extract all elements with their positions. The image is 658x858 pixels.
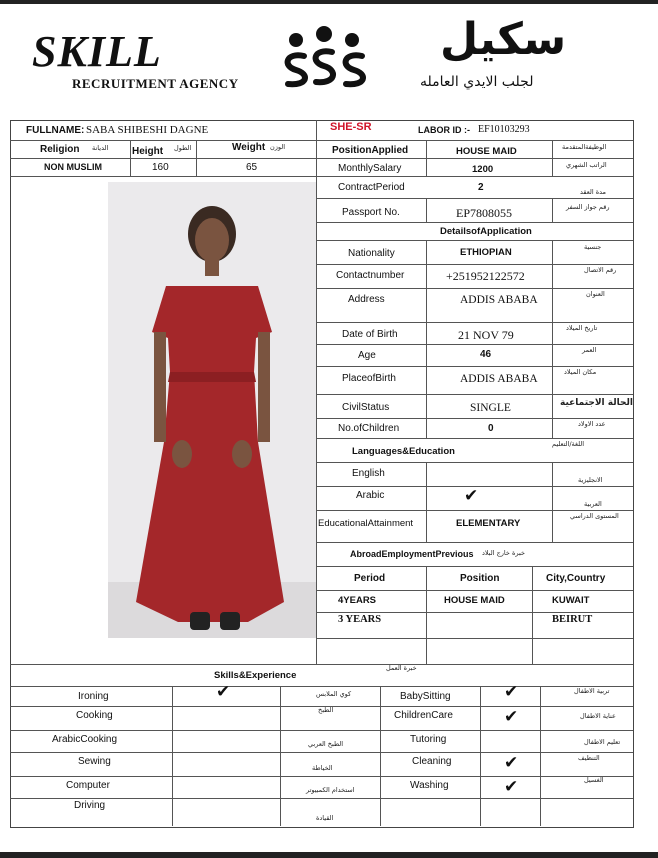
table-row: HOUSE MAID (444, 595, 505, 606)
abroad-col-position: Position (460, 573, 500, 584)
skill-driving-label: Driving (74, 800, 106, 811)
abroad-col-country: City,Country (546, 573, 606, 584)
weight-label: Weight (232, 142, 266, 153)
brand-name-en: SKILL (32, 27, 162, 76)
skill-cooking-ar: الطبخ (318, 706, 334, 714)
cleaning-check-icon: ✔ (504, 753, 519, 773)
education-value: ELEMENTARY (456, 518, 521, 529)
skill-babysitting-label: BabySitting (400, 691, 451, 702)
nationality-value: ETHIOPIAN (460, 247, 512, 258)
washing-check-icon: ✔ (504, 777, 519, 797)
weight-ar: الوزن (270, 143, 286, 151)
position-value: HOUSE MAID (456, 146, 517, 157)
english-ar: الانجليزية (578, 476, 603, 484)
children-value: 0 (488, 423, 494, 434)
passport-label: Passport No. (342, 207, 400, 218)
contract-label: ContractPeriod (338, 182, 405, 193)
birthplace-value: ADDIS ABABA (460, 373, 538, 385)
top-border (0, 0, 658, 4)
contact-value: +251952122572 (446, 269, 525, 283)
skill-tutoring-label: Tutoring (410, 734, 447, 745)
salary-ar: الراتب الشهري (566, 161, 607, 169)
skill-computer-ar: استخدام الكمبيوتر (306, 786, 355, 794)
skill-childrencare-ar: عناية الاطفال (580, 712, 616, 720)
religion-ar: الديانة (92, 144, 109, 152)
code-badge: SHE-SR (330, 121, 372, 133)
abroad-col-period: Period (354, 573, 386, 584)
skill-cleaning-ar: التنظيف (578, 754, 600, 762)
table-row: 4YEARS (338, 595, 377, 606)
weight-value: 65 (246, 162, 258, 173)
skill-washing-ar: الغسيل (584, 776, 604, 784)
table-row: 3 YEARS (338, 614, 382, 625)
brand-subtitle-en: RECRUITMENT AGENCY (72, 76, 239, 91)
arabic-ar: العربية (584, 500, 602, 508)
skill-childrencare-label: ChildrenCare (394, 710, 453, 721)
civil-status-ar: الحالة الاجتماعية (560, 398, 633, 408)
address-value: ADDIS ABABA (460, 294, 538, 306)
dob-value: 21 NOV 79 (458, 328, 514, 342)
abroad-heading-ar: خبرة خارج البلاد (482, 549, 525, 557)
age-ar: العمر (582, 346, 597, 354)
age-value: 46 (480, 349, 492, 360)
languages-heading-ar: اللغة/التعليم (552, 440, 585, 448)
babysitting-check-icon: ✔ (504, 682, 519, 702)
skill-tutoring-ar: تعليم الاطفال (584, 738, 621, 746)
position-label: PositionApplied (332, 145, 409, 156)
labor-id-label: LABOR ID :- (418, 125, 470, 135)
civil-status-label: CivilStatus (342, 402, 390, 413)
education-ar: المستوى الدراسي (570, 512, 619, 520)
skill-ironing-ar: كوي الملابس (316, 690, 352, 698)
birthplace-label: PlaceofBirth (342, 373, 396, 384)
labor-id-value: EF10103293 (478, 124, 530, 135)
nationality-label: Nationality (348, 248, 395, 259)
fullname-value: SABA SHIBESHI DAGNE (86, 124, 209, 136)
salary-value: 1200 (472, 164, 494, 175)
children-label: No.ofChildren (338, 423, 400, 434)
address-ar: العنوان (586, 290, 605, 298)
english-label: English (352, 468, 385, 479)
skill-computer-label: Computer (66, 780, 110, 791)
contract-ar: مدة العقد (580, 188, 606, 196)
address-label: Address (348, 294, 385, 305)
skill-arabic-cooking-label: ArabicCooking (52, 734, 118, 745)
height-ar: الطول (174, 144, 192, 152)
skill-arabic-cooking-ar: الطبخ العربي (308, 740, 344, 748)
dob-ar: تاريخ الميلاد (566, 324, 598, 332)
skill-washing-label: Washing (410, 780, 449, 791)
position-ar: الوظيفةالمتقدمة (562, 143, 607, 151)
skills-heading: Skills&Experience (214, 670, 297, 681)
table-row: BEIRUT (552, 614, 593, 625)
childrencare-check-icon: ✔ (504, 707, 519, 727)
skill-cleaning-label: Cleaning (412, 756, 452, 767)
height-label: Height (132, 146, 164, 157)
nationality-ar: جنسية (584, 243, 602, 251)
education-label: EducationalAttainment (318, 518, 414, 529)
contract-value: 2 (478, 182, 484, 193)
ironing-check-icon: ✔ (216, 682, 231, 702)
brand-name-ar: سكيل (440, 14, 567, 65)
brand-subtitle-ar: لجلب الايدي العامله (420, 74, 534, 90)
religion-value: NON MUSLIM (44, 162, 102, 172)
height-value: 160 (152, 162, 169, 173)
abroad-heading: AbroadEmploymentPrevious (350, 549, 474, 559)
skill-babysitting-ar: تربية الاطفال (574, 687, 610, 695)
bottom-border (0, 852, 658, 858)
passport-value: EP7808055 (456, 206, 513, 220)
dob-label: Date of Birth (342, 329, 398, 340)
fullname-label: FULLNAME: (26, 125, 85, 136)
children-ar: عدد الاولاد (578, 420, 606, 428)
skill-ironing-label: Ironing (78, 691, 109, 702)
civil-status-value: SINGLE (470, 402, 511, 414)
table-row: KUWAIT (552, 595, 590, 606)
skill-cooking-label: Cooking (76, 710, 113, 721)
contact-label: Contactnumber (336, 270, 405, 281)
age-label: Age (358, 350, 376, 361)
details-heading: DetailsofApplication (440, 226, 532, 237)
birthplace-ar: مكان الميلاد (564, 368, 597, 376)
people-group-logo-icon (276, 26, 372, 92)
religion-label: Religion (40, 144, 80, 155)
skill-sewing-ar: الخياطة (312, 764, 333, 772)
contact-ar: رقم الاتصال (584, 266, 617, 274)
salary-label: MonthlySalary (338, 163, 402, 174)
skill-driving-ar: القيادة (316, 814, 334, 822)
skill-sewing-label: Sewing (78, 756, 111, 767)
arabic-label: Arabic (356, 490, 385, 501)
applicant-photo (108, 182, 316, 638)
skills-heading-ar: خبرة العمل (386, 664, 417, 672)
passport-ar: رقم جواز السفر (566, 203, 610, 211)
languages-heading: Languages&Education (352, 446, 455, 457)
arabic-check-icon: ✔ (464, 486, 479, 506)
